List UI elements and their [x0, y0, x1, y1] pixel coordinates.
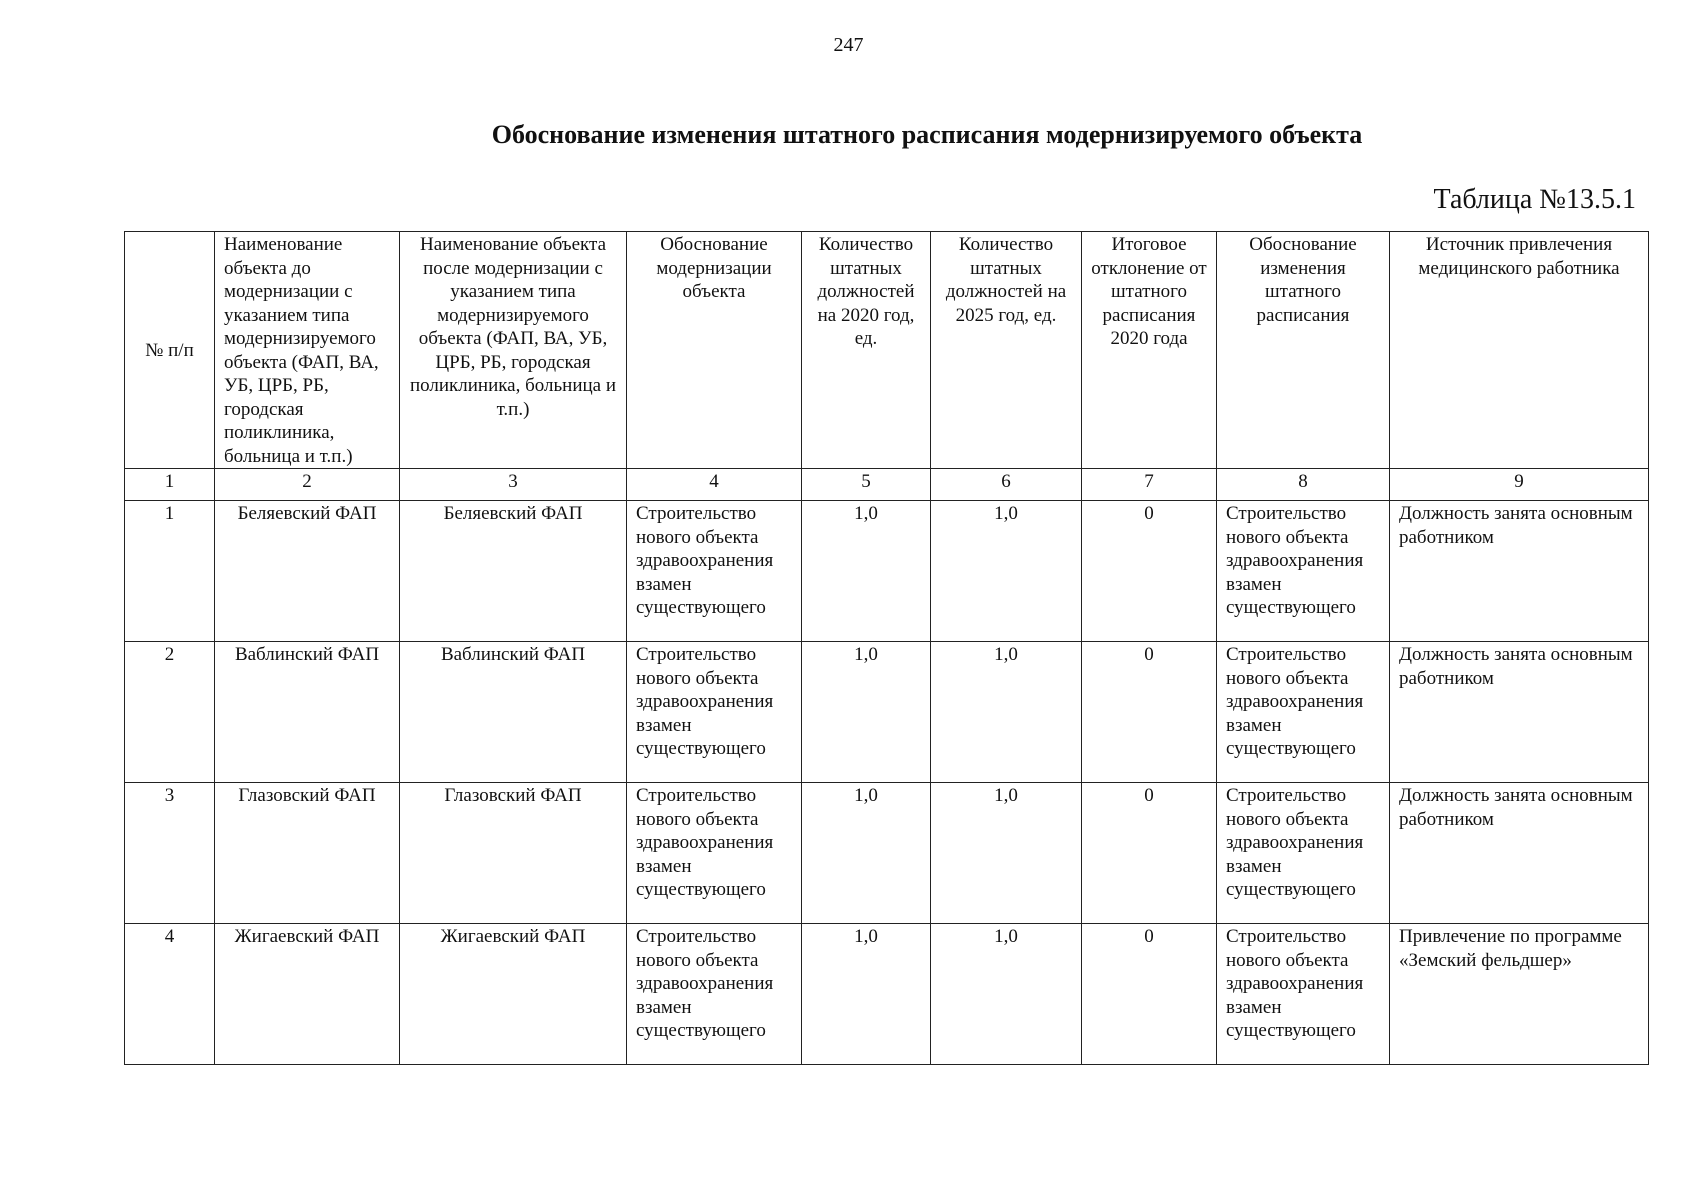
header-cell: Итоговое отклонение от штатного расписания 2020 года: [1082, 232, 1217, 469]
object-before-cell: Ваблинский ФАП: [215, 642, 400, 783]
column-number-cell: 3: [400, 469, 627, 501]
staff-2020-cell: 1,0: [802, 642, 931, 783]
header-cell: Наименование объекта до модернизации с указанием типа модернизируемого объекта (ФАП, ВА, УБ, ЦРБ, РБ, городская поликлиника, больница и т.п.): [215, 232, 400, 469]
staff-2020-cell: 1,0: [802, 783, 931, 924]
column-number-cell: 8: [1217, 469, 1390, 501]
column-number-cell: 1: [125, 469, 215, 501]
header-cell: Наименование объекта после модернизации с указанием типа модернизируемого объекта (ФАП, ВА, УБ, ЦРБ, РБ, городская поликлиника, больница и т.п.): [400, 232, 627, 469]
staff-change-reason-cell: Строительство нового объекта здравоохранения взамен существующего: [1217, 783, 1390, 924]
staffing-table: [124, 231, 1649, 1065]
table-header-row: [125, 232, 1649, 469]
justification-cell: Строительство нового объекта здравоохранения взамен существующего: [627, 642, 802, 783]
row-number-cell: 4: [125, 924, 215, 1065]
row-number-cell: 3: [125, 783, 215, 924]
staff-2020-cell: 1,0: [802, 501, 931, 642]
deviation-cell: 0: [1082, 924, 1217, 1065]
document-title: Обоснование изменения штатного расписания модернизируемого объекта: [491, 120, 1363, 149]
staff-change-reason-cell: Строительство нового объекта здравоохранения взамен существующего: [1217, 924, 1390, 1065]
staff-source-cell: Должность занята основным работником: [1390, 501, 1649, 642]
staff-source-cell: Привлечение по программе «Земский фельдшер»: [1390, 924, 1649, 1065]
justification-cell: Строительство нового объекта здравоохранения взамен существующего: [627, 501, 802, 642]
table-row: [125, 924, 1649, 1065]
column-number-cell: 7: [1082, 469, 1217, 501]
column-number-cell: 5: [802, 469, 931, 501]
staff-2025-cell: 1,0: [931, 501, 1082, 642]
staff-2025-cell: 1,0: [931, 642, 1082, 783]
justification-cell: Строительство нового объекта здравоохранения взамен существующего: [627, 924, 802, 1065]
column-number-cell: 6: [931, 469, 1082, 501]
table-row: [125, 642, 1649, 783]
page-number: 247: [833, 34, 864, 56]
object-after-cell: Глазовский ФАП: [400, 783, 627, 924]
table-row: [125, 501, 1649, 642]
header-cell: № п/п: [125, 232, 215, 469]
deviation-cell: 0: [1082, 642, 1217, 783]
staff-2025-cell: 1,0: [931, 783, 1082, 924]
table-row: [125, 783, 1649, 924]
column-number-cell: 9: [1390, 469, 1649, 501]
staff-change-reason-cell: Строительство нового объекта здравоохранения взамен существующего: [1217, 501, 1390, 642]
staff-source-cell: Должность занята основным работником: [1390, 783, 1649, 924]
staff-source-cell: Должность занята основным работником: [1390, 642, 1649, 783]
object-before-cell: Жигаевский ФАП: [215, 924, 400, 1065]
column-number-row: [125, 469, 1649, 501]
staff-change-reason-cell: Строительство нового объекта здравоохранения взамен существующего: [1217, 642, 1390, 783]
object-after-cell: Ваблинский ФАП: [400, 642, 627, 783]
column-number-cell: 2: [215, 469, 400, 501]
justification-cell: Строительство нового объекта здравоохранения взамен существующего: [627, 783, 802, 924]
header-cell: Количество штатных должностей на 2025 год, ед.: [931, 232, 1082, 469]
object-before-cell: Беляевский ФАП: [215, 501, 400, 642]
row-number-cell: 2: [125, 642, 215, 783]
header-cell: Обоснование изменения штатного расписания: [1217, 232, 1390, 469]
header-cell: Обоснование модернизации объекта: [627, 232, 802, 469]
table-caption: Таблица №13.5.1: [1433, 184, 1636, 215]
deviation-cell: 0: [1082, 501, 1217, 642]
staff-2020-cell: 1,0: [802, 924, 931, 1065]
object-before-cell: Глазовский ФАП: [215, 783, 400, 924]
staff-2025-cell: 1,0: [931, 924, 1082, 1065]
header-cell: Количество штатных должностей на 2020 год, ед.: [802, 232, 931, 469]
header-cell: Источник привлечения медицинского работника: [1390, 232, 1649, 469]
deviation-cell: 0: [1082, 783, 1217, 924]
column-number-cell: 4: [627, 469, 802, 501]
object-after-cell: Жигаевский ФАП: [400, 924, 627, 1065]
row-number-cell: 1: [125, 501, 215, 642]
object-after-cell: Беляевский ФАП: [400, 501, 627, 642]
